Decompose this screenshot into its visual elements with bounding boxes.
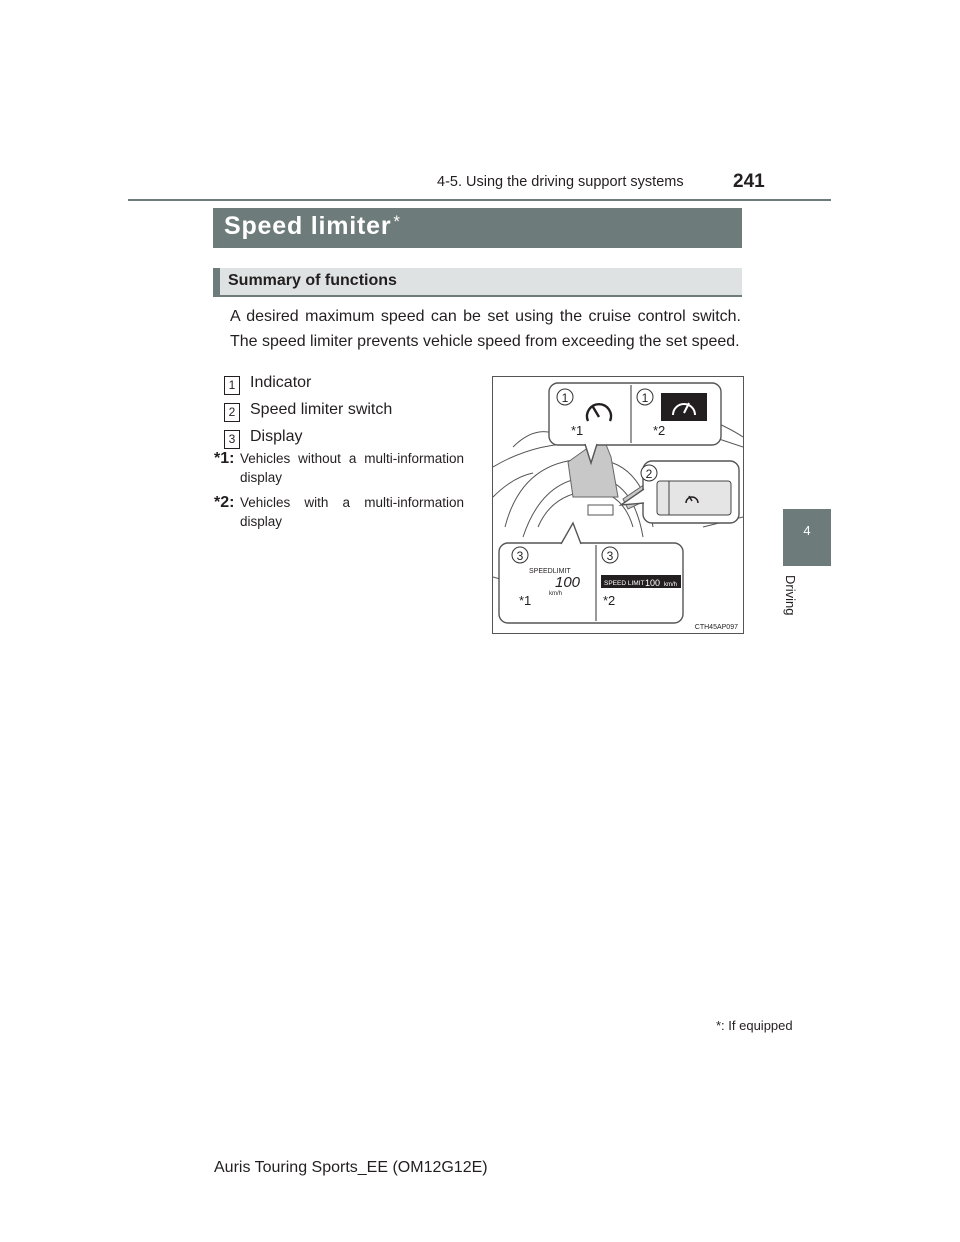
footnote: *1: Vehicles without a multi-information display	[214, 450, 464, 485]
list-item: 3 Display	[224, 428, 302, 449]
variant-mark: *2	[653, 423, 666, 438]
item-number-box: 3	[224, 430, 240, 449]
display-unit: km/h	[664, 582, 678, 588]
if-equipped-note: *: If equipped	[716, 1018, 793, 1033]
list-item: 2 Speed limiter switch	[224, 401, 392, 422]
callout-number: 1	[561, 391, 569, 405]
display-label: SPEED LIMIT	[604, 580, 645, 587]
display-unit: km/h	[549, 591, 563, 597]
item-number-box: 1	[224, 376, 240, 395]
body-paragraph: A desired maximum speed can be set using the cruise control switch. The speed limiter prevents vehicle speed from exceeding the set speed.	[230, 308, 741, 350]
callout-number: 1	[641, 391, 649, 405]
variant-mark: *2	[603, 593, 616, 608]
display-value: 100	[645, 578, 661, 588]
display-callout-pointer	[561, 523, 581, 544]
mid-limiter-icon	[661, 393, 707, 421]
callout-number: 2	[645, 467, 653, 481]
display-value: 100	[555, 574, 581, 591]
footnote: *2: Vehicles with a multi-information display	[214, 494, 464, 529]
display-label: SPEEDLIMIT	[529, 568, 571, 575]
variant-mark: *1	[571, 423, 584, 438]
header-rule	[128, 199, 831, 201]
chapter-name: Driving	[783, 575, 798, 616]
header-section-title: 4-5. Using the driving support systems	[437, 174, 684, 190]
speed-limiter-figure	[492, 376, 744, 634]
subsection-bar-accent	[213, 268, 220, 297]
variant-mark: *1	[519, 593, 532, 608]
callout-number: 3	[516, 549, 524, 563]
item-number-box: 2	[224, 403, 240, 422]
figure-code: CTH45AP097	[694, 624, 738, 631]
section-title: Speed limiter *	[224, 212, 401, 240]
page-number: 241	[733, 171, 765, 192]
subsection-title: Summary of functions	[228, 272, 397, 289]
footer-model: Auris Touring Sports_EE (OM12G12E)	[214, 1159, 488, 1176]
chapter-number: 4	[803, 523, 811, 538]
figure-illustration	[493, 377, 743, 633]
list-item: 1 Indicator	[224, 374, 311, 395]
callout-number: 3	[606, 549, 614, 563]
